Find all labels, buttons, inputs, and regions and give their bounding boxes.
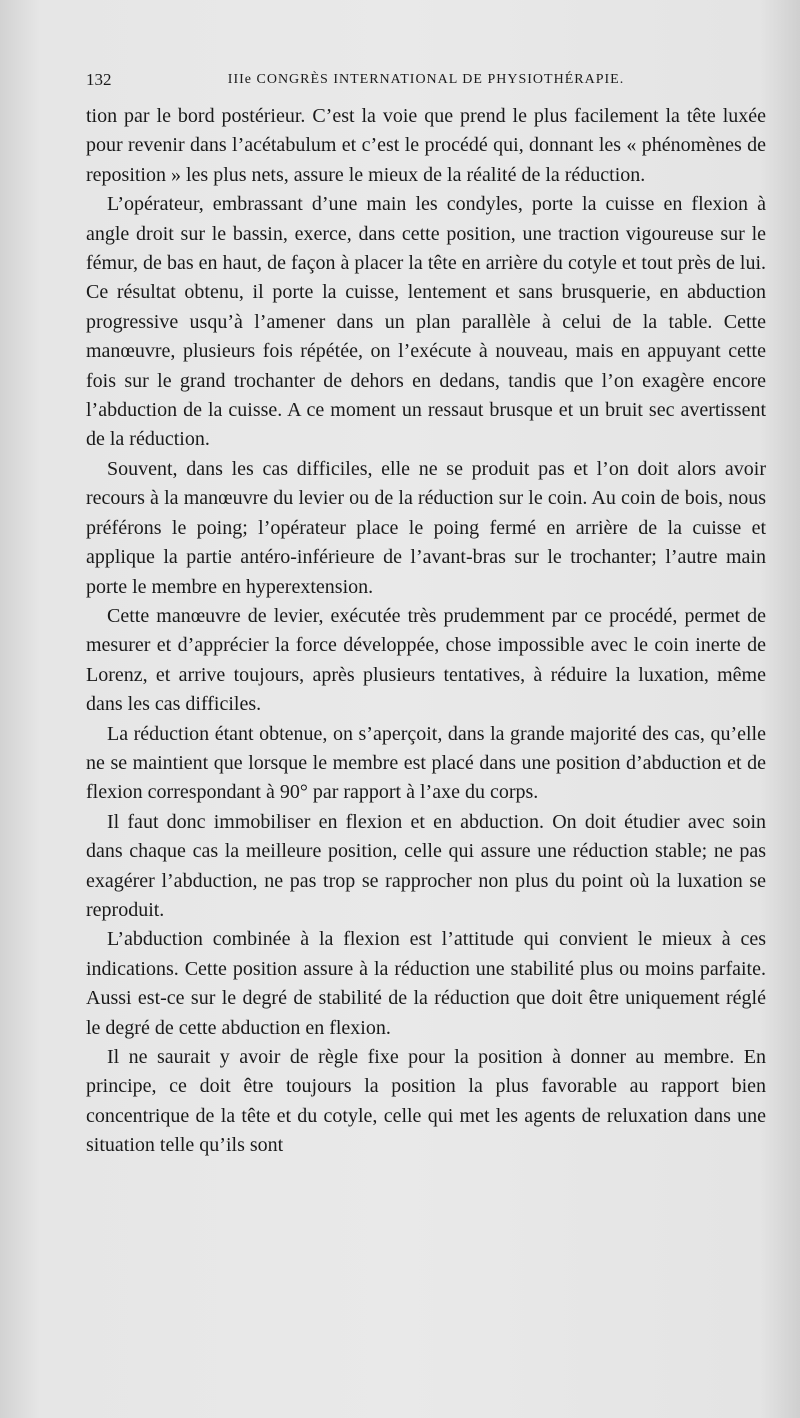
paragraph: L’abduction combinée à la flexion est l’attitude qui convient le mieux à ces indications. Cette position assure à la réduction une stabilité plus ou moins parfaite. Aussi est-ce sur le degré de stabilité de la réduction que doit être uniquement réglé le degré de cette abduction en flexion. (86, 928, 766, 1039)
paragraph: Il faut donc immobiliser en flexion et en abduction. On doit étudier avec soin dans chaque cas la meilleure position, celle qui assure une réduction stable; ne pas exagérer l’abduction, ne pas trop se rapprocher non plus du point où la luxation se reproduit. (86, 810, 766, 921)
paragraph: La réduction étant obtenue, on s’aperçoit, dans la grande majorité des cas, qu’elle ne se maintient que lorsque le membre est placé dans une position d’abduction et de flexion correspondant à 90° par rapport à l’axe du corps. (86, 722, 766, 804)
running-header (86, 70, 766, 96)
paragraph: Souvent, dans les cas difficiles, elle ne se produit pas et l’on doit alors avoir recours à la manœuvre du levier ou de la réduction sur le coin. Au coin de bois, nous préférons le poing; l’opérateur place le poing fermé en arrière de la cuisse et applique la partie antéro-inférieure de l’avant-bras sur le trochanter; l’autre main porte le membre en hyperextension. (86, 457, 766, 598)
body-text (86, 102, 766, 1161)
running-title: IIIe CONGRÈS INTERNATIONAL DE PHYSIOTHÉRAPIE. (227, 72, 625, 87)
paragraph: L’opérateur, embrassant d’une main les condyles, porte la cuisse en flexion à angle droit sur le bassin, exerce, dans cette position, une traction vigoureuse sur le fémur, de bas en haut, de façon à placer la tête en arrière du cotyle et tout près de lui. Ce résultat obtenu, il porte la cuisse, lentement et sans brusquerie, en abduction progressive usqu’à l’amener dans un plan parallèle à celui de la table. Cette manœuvre, plusieurs fois répétée, on l’exécute à nouveau, mais en appuyant cette fois sur le grand trochanter de dehors en dedans, tandis que l’on exagère encore l’abduction de la cuisse. A ce moment un ressaut brusque et un bruit sec avertissent de la réduction. (86, 193, 766, 451)
page-number: 132 (86, 70, 112, 89)
paragraph: Il ne saurait y avoir de règle fixe pour la position à donner au membre. En principe, ce doit être toujours la position la plus favorable au rapport bien concentrique de la tête et du cotyle, celle qui met les agents de reluxation dans une situation telle qu’ils sont (86, 1046, 766, 1157)
paragraph-continuation: tion par le bord postérieur. C’est la voie que prend le plus facilement la tête luxée pour revenir dans l’acétabulum et c’est le procédé qui, donnant les « phénomènes de reposition » les plus nets, assure le mieux de la réalité de la réduction. (86, 105, 766, 186)
paragraph: Cette manœuvre de levier, exécutée très prudemment par ce procédé, permet de mesurer et d’apprécier la force développée, chose impossible avec le coin inerte de Lorenz, et arrive toujours, après plusieurs tentatives, à réduire la luxation, même dans les cas difficiles. (86, 604, 766, 716)
